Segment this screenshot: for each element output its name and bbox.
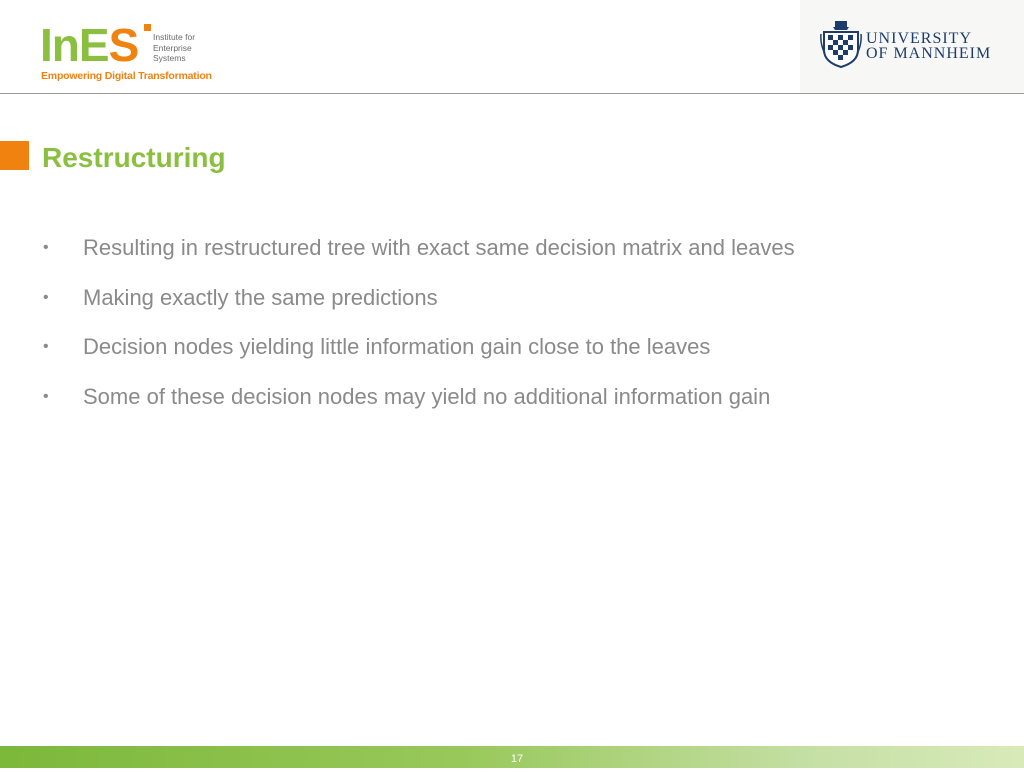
ines-logo-mark: InES <box>40 19 139 71</box>
ines-logo <box>40 19 212 84</box>
bullet-text: Resulting in restructured tree with exact same decision matrix and leaves <box>83 235 795 260</box>
ines-tagline: Empowering Digital Transformation <box>41 70 212 82</box>
bullet-glyph: • <box>43 387 49 405</box>
university-crest-icon <box>820 20 862 68</box>
bullet-text: Making exactly the same predictions <box>83 284 438 310</box>
bullet-glyph: • <box>43 239 49 256</box>
ines-institute-text: Institute for Enterprise Systems <box>153 32 196 63</box>
title-marker <box>0 141 29 170</box>
bullet-text: Some of these decision nodes may yield no additional information gain <box>83 383 771 409</box>
header-divider <box>0 93 1024 94</box>
ines-logo-dot <box>144 24 151 31</box>
slide-header <box>0 0 1024 93</box>
page-number: 17 <box>510 753 524 765</box>
bullet-glyph: • <box>43 338 49 355</box>
bullet-text: Decision nodes yielding little information gain close to the leaves <box>83 334 711 359</box>
footer-bar <box>0 746 1024 768</box>
bullet-item <box>40 282 1000 332</box>
bullet-list <box>40 232 1000 430</box>
university-name: UNIVERSITY OF MANNHEIM <box>866 30 992 62</box>
bullet-item <box>40 381 1000 431</box>
bullet-item <box>40 331 1000 381</box>
bullet-item <box>40 232 1000 282</box>
bullet-glyph: • <box>43 288 49 306</box>
slide-title: Restructuring <box>42 142 226 173</box>
